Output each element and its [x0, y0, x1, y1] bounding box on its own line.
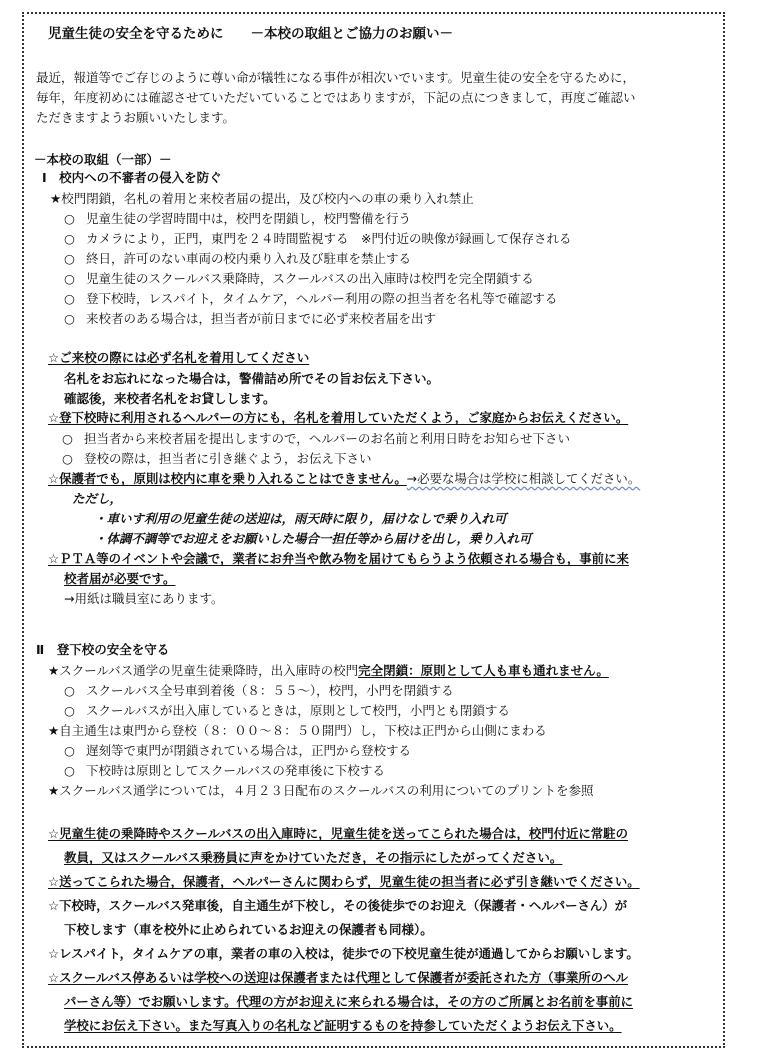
s1-list-item: ○ カメラにより，正門，東門を２４時間監視する ※門付近の映像が録画して保存される — [64, 231, 572, 246]
notice-3-line-2: 下校します（車を校外に止められているお迎えの保護者も同様）。 — [64, 922, 433, 937]
nameplate-sub-2: 確認後，来校者名札をお貸しします。 — [64, 391, 276, 406]
notice-5-line-3: 学校にお伝え下さい。また写真入りの名札など証明するものを持参していただくようお伝え下さい。 — [64, 1018, 622, 1033]
s2-list-item: ○ 遅刻等で東門が閉鎖されている場合は，正門から登校する — [64, 743, 412, 758]
pta-note: →用紙は職員室にあります。 — [64, 591, 224, 606]
nameplate-notice: ☆ご来校の際には必ず名札を着用してください — [48, 350, 310, 365]
s1-list-item: ○ 児童生徒のスクールバス乗降時，スクールバスの出入庫時は校門を完全閉鎖する — [64, 271, 534, 286]
notice-1-line-2: 教員，又はスクールバス乗務員に声をかけていただき，その指示にしたがってください。 — [64, 850, 563, 865]
helper-notice: ☆登下校時に利用されるヘルパーの方にも，名札を着用していただくよう，ご家庭からお伝えください。 — [48, 410, 629, 425]
nameplate-sub-1: 名札をお忘れになった場合は，警備詰め所でその旨お伝え下さい。 — [64, 371, 440, 386]
s2-star-1: ★スクールバス通学の児童生徒乗降時，出入庫時の校門完全閉鎖：原則として人も車も通れません。 — [48, 663, 609, 678]
s2-star-2: ★自主通生は東門から登校（８：００～８：５０開門）し，下校は正門から山側にまわる — [48, 723, 547, 738]
notice-5-line-1: ☆スクールバス停あるいは学校への送迎は保護者または代理として保護者が委託された方（事業所のヘル — [48, 970, 628, 985]
helper-item: ○ 担当者から来校者届を提出しますので，ヘルパーのお名前と利用日時をお知らせ下さい — [62, 431, 571, 446]
intro-line-3: ただきますようお願いいたします。 — [36, 110, 236, 125]
notice-3-line-1: ☆下校時，スクールバス発車後，自主通生が下校し，その後徒歩でのお迎え（保護者・ヘルパーさん）が — [48, 898, 628, 913]
s1-list-item: ○ 登下校時，レスパイト，タイムケア，ヘルパー利用の際の担当者を名札等で確認する — [64, 291, 558, 306]
notice-5-line-2: パーさん等）でお願いします。代理の方がお迎えに来られる場合は，その方のご所属とお名前を事前に — [64, 994, 633, 1009]
intro-line-1: 最近，報道等でご存じのように尊い命が犠牲になる事件が相次いでいます。児童生徒の安全を守るために， — [36, 70, 636, 85]
intro-line-2: 毎年，年度初めには確認させていただいていることではありますが，下記の点につきまして，再度ご確認い — [36, 90, 636, 105]
s1-star-item: ★校門閉鎖，名札の着用と来校者届の提出，及び校内への車の乗り入れ禁止 — [50, 191, 474, 206]
section-2-heading: Ⅱ 登下校の安全を守る — [36, 642, 170, 657]
document-title: 児童生徒の安全を守るために －本校の取組とご協力のお願い－ — [48, 26, 453, 42]
pta-notice-line-2: 校者届が必要です。 — [64, 571, 176, 586]
notice-1-line-1: ☆児童生徒の乗降時やスクールバスの出入庫時に，児童生徒を送ってこられた場合は，校門付近に常駐の — [48, 826, 628, 841]
s2-list-item: ○ スクールバス全号車到着後（８：５５～），校門，小門を閉鎖する — [64, 683, 454, 698]
however-item-2: ・体調不調等でお迎えをお願いした場合一担任等から届けを出し，乗り入れ可 — [94, 531, 532, 546]
notice-2: ☆送ってこられた場合，保護者，ヘルパーさんに関わらず，児童生徒の担当者に必ず引き継いでください。 — [48, 874, 640, 889]
notice-4: ☆レスパイト，タイムケアの車，業者の車の入校は，徒歩での下校児童生徒が通過してからお願いします。 — [48, 946, 639, 961]
section-heading: －本校の取組（一部）－ — [34, 152, 172, 167]
pta-notice-line-1: ☆ＰＴＡ等のイベントや会議で，業者にお弁当や飲み物を届けてもらうよう依頼される場合も，事前に来 — [48, 551, 629, 566]
however-item-1: ・車いす利用の児童生徒の送迎は，雨天時に限り，届けなしで乗り入れ可 — [94, 511, 507, 526]
s1-list-item: ○ 来校者のある場合は，担当者が前日までに必ず来校者届を出す — [64, 311, 437, 326]
however-label: ただし， — [72, 491, 123, 506]
s2-star-3: ★スクールバス通学については，４月２３日配布のスクールバスの利用についてのプリントを参照 — [48, 783, 594, 798]
car-notice: ☆保護者でも，原則は校内に車を乗り入れることはできません。→必要な場合は学校に相談してください。 — [48, 471, 641, 486]
s2-list-item: ○ 下校時は原則としてスクールバスの発車後に下校する — [64, 763, 385, 778]
s1-list-item: ○ 児童生徒の学習時間中は，校門を閉鎖し，校門警備を行う — [64, 211, 412, 226]
section-1-heading: Ⅰ 校内への不審者の侵入を防ぐ — [42, 170, 222, 185]
s2-list-item: ○ スクールバスが出入庫しているときは，原則として校門，小門とも閉鎖する — [64, 703, 510, 718]
s1-list-item: ○ 終日，許可のない車両の校内乗り入れ及び駐車を禁止する — [64, 251, 412, 266]
helper-item: ○ 登校の際は，担当者に引き継ぐよう，お伝え下さい — [62, 451, 372, 466]
